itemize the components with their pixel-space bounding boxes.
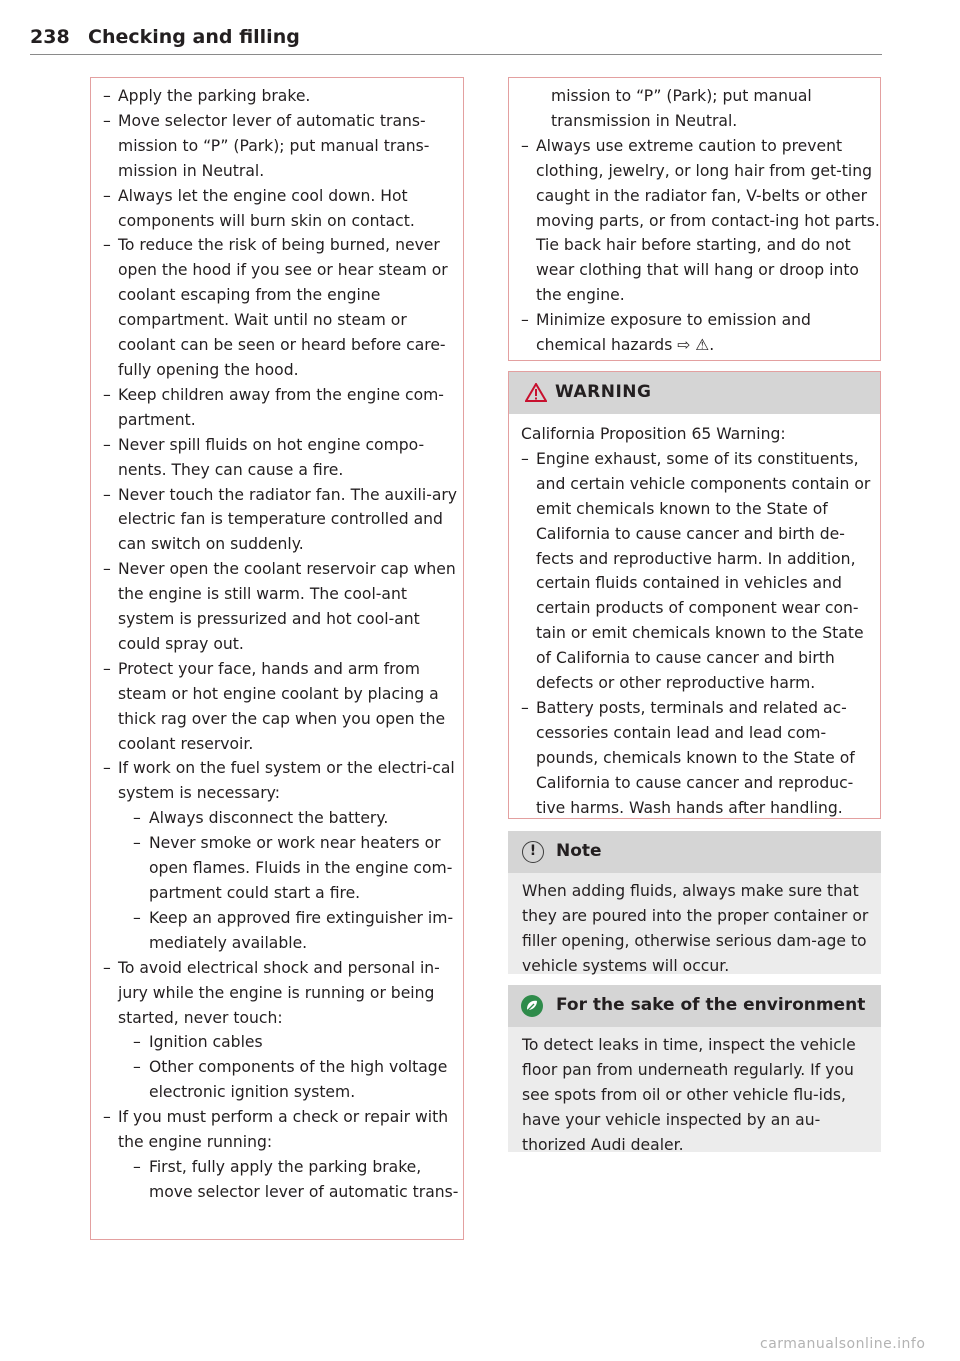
list-item: – Keep children away from the engine com-partment. [103,383,463,433]
warning-body [509,414,880,821]
sub-list [133,1030,463,1105]
environment-text: To detect leaks in time, inspect the vehicle floor pan from underneath regularly. If you see spots from oil or other vehicle flu-ids, have your vehicle inspected by an au-thorized Audi dealer. [522,1036,856,1154]
sub-list [133,806,463,955]
environment-title: For the sake of the environment [556,995,866,1015]
list-item: – Move selector lever of automatic trans-mission to “P” (Park); put manual trans-mission in Neutral. [103,109,463,184]
safety-precautions-box [90,77,464,1240]
precaution-list [103,84,463,1205]
sub-list [133,1155,463,1205]
list-item: – Never open the coolant reservoir cap when the engine is still warm. The cool-ant system is pressurized and hot cool-ant could spray out. [103,557,463,657]
note-title: Note [556,841,602,861]
precaution-list-continued [521,134,880,358]
safety-precautions-continued-box [508,77,881,361]
list-item: – Never touch the radiator fan. The auxili-ary electric fan is temperature controlled and can switch on suddenly. [103,483,463,558]
list-item [103,1105,463,1205]
sub-list-item: – First, fully apply the parking brake, move selector lever of automatic trans- [133,1155,463,1205]
list-item: – Minimize exposure to emission and chemical hazards ⇨ ⚠. [521,308,880,358]
sub-list-item: – Other components of the high voltage electronic ignition system. [133,1055,463,1105]
leaf-icon [520,994,544,1018]
list-item: – Apply the parking brake. [103,84,463,109]
environment-box [508,985,881,1152]
note-box [508,831,881,974]
warning-intro: California Proposition 65 Warning: [521,425,786,443]
list-item [103,756,463,955]
warning-header [509,372,880,414]
list-item: – Battery posts, terminals and related ac-cessories contain lead and lead com-pounds, chemicals known to the State of California to cause cancer and reproduc-tive harms. Wash hands after handling. [521,696,872,821]
warning-box [508,371,881,819]
sub-list-item: – Ignition cables [133,1030,463,1055]
list-item: – To reduce the risk of being burned, never open the hood if you see or hear steam or coolant escaping from the engine compartment. Wait until no steam or coolant can be seen or heard before care-fully opening the hood. [103,233,463,382]
environment-header [508,985,881,1027]
note-header [508,831,881,873]
continued-sub-item: mission to “P” (Park); put manual transmission in Neutral. [551,87,812,130]
sub-list-item: – Always disconnect the battery. [133,806,463,831]
list-item: – Always use extreme caution to prevent clothing, jewelry, or long hair from get-ting caught in the radiator fan, V-belts or other moving parts, or from contact-ing hot parts. Tie back hair before starting, and do not wear clothing that will hang or droop into the engine. [521,134,880,308]
list-item-text: If you must perform a check or repair with the engine running: [118,1108,449,1152]
list-item: – Protect your face, hands and arm from steam or hot engine coolant by placing a thick rag over the cap when you open the coolant reservoir. [103,657,463,757]
watermark: carmanualsonline.info [760,1336,926,1352]
list-item-text: To avoid electrical shock and personal in-jury while the engine is running or being started, never touch: [118,958,440,1027]
environment-body [508,1027,881,1158]
warning-triangle-icon [525,383,547,402]
warning-title: WARNING [555,382,652,402]
exclamation-circle-icon: ! [522,841,544,863]
list-item [103,956,463,1105]
section-title: Checking and filling [88,26,300,48]
list-item: – Always let the engine cool down. Hot components will burn skin on contact. [103,184,463,234]
sub-list-item: – Keep an approved fire extinguisher im-mediately available. [133,906,463,956]
list-item-text: If work on the fuel system or the electri-cal system is necessary: [118,759,455,803]
page-number: 238 [30,26,70,48]
sub-list-item: – Never smoke or work near heaters or open flames. Fluids in the engine com-partment could start a fire. [133,831,463,906]
page-header [30,24,882,55]
list-item: – Never spill fluids on hot engine compo-nents. They can cause a fire. [103,433,463,483]
warning-list [521,447,872,821]
note-body [508,873,881,979]
list-item: – Engine exhaust, some of its constituents, and certain vehicle components contain or emit chemicals known to the State of California to cause cancer and birth de-fects and reproductive harm. In addition, certain fluids contained in vehicles and certain products of component wear con-tain or emit chemicals known to the State of California to cause cancer and birth defects or other reproductive harm. [521,447,872,696]
note-text: When adding fluids, always make sure that they are poured into the proper container or filler opening, otherwise serious dam-age to vehicle systems will occur. [522,882,869,975]
